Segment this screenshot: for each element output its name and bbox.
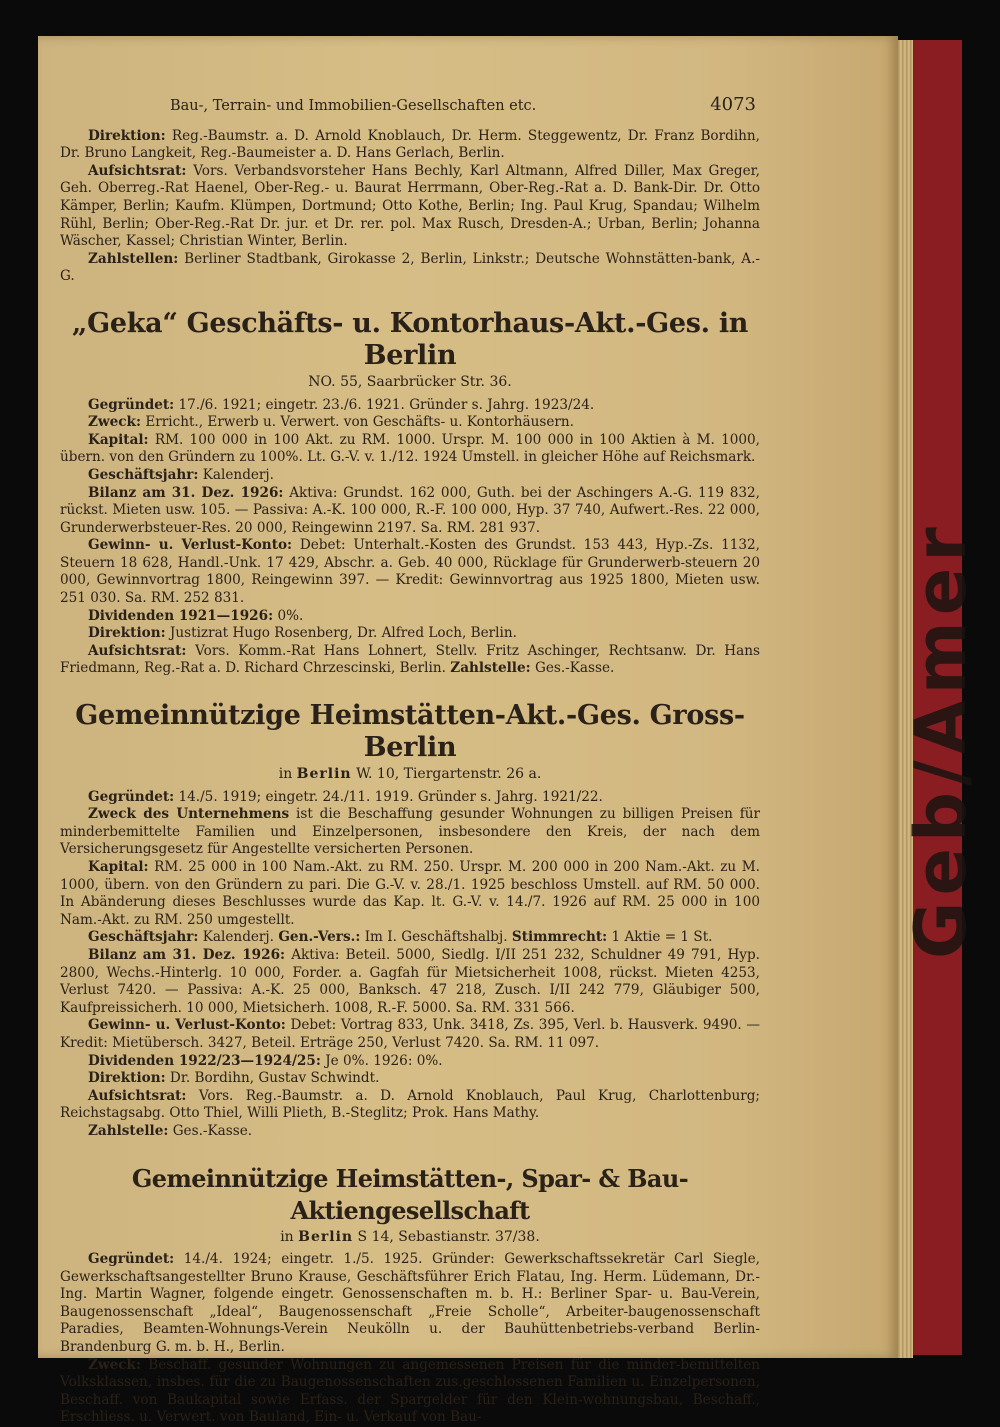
zahlstellen-label: Zahlstellen: [88,250,179,267]
direktion-label: Direktion: [88,625,166,642]
zahlstellen-entry [60,251,760,286]
heim1-kapital [60,859,760,929]
heim1-geschaeftsjahr [60,929,760,947]
address-prefix: in [280,1228,294,1245]
dividenden-text: Je 0%. 1926: 0%. [325,1052,443,1069]
heim1-aufsichtsrat [60,1088,760,1123]
zweck-text: ist die Beschaffung gesunder Wohnungen zu billigen Preisen für minderbemittelte Familien und Einzelpersonen, insbesondere den Kreis, der nach dem Versicherungsgesetz für Angestellte versicherten Personen. [60,806,760,858]
heim1-guv [60,1017,760,1052]
aufsichtsrat-entry [60,163,760,251]
geka-geschaeftsjahr [60,467,760,485]
geschaeftsjahr-label: Geschäftsjahr: [88,929,199,946]
geka-dividenden [60,608,760,626]
heim2-zweck [60,1357,760,1427]
gegruendet-label: Gegründet: [88,788,175,805]
geka-bilanz [60,485,760,538]
direktion-entry [60,128,760,163]
bilanz-text: Aktiva: Grundst. 162 000, Guth. bei der Aschingers A.-G. 119 832, rückst. Mieten usw. 105. — Passiva: A.-K. 100 000, R.-F. 100 000, Hyp. 37 740, Aufwert.-Res. 22 000, Grunderwerbsteuer-Res. 20 000, Reingewinn 2197. Sa. RM. 281 937. [60,484,760,536]
geka-gegruendet [60,397,760,415]
aufsichtsrat-label: Aufsichtsrat: [88,162,187,179]
zweck-text: Beschaff. gesunder Wohnungen zu angemessenen Preisen für die minder-bemittelten Volksklassen, insbes. für die zu Baugenossenschaften zus.geschlossenen Familien u. Einzelpersonen, Beschaff. von Baukapital sowie Erfass. der Spargelder für den Klein-wohnungsbau, Beschaff., Erschliess. u. Verwert. von Bauland, Ein- u. Verkauf von Bau- [60,1356,760,1426]
aufsichtsrat-label: Aufsichtsrat: [88,642,187,659]
dividenden-label: Dividenden 1921—1926: [88,607,274,624]
direktion-text: Justizrat Hugo Rosenberg, Dr. Alfred Loch, Berlin. [169,625,517,642]
guv-label: Gewinn- u. Verlust-Konto: [88,1017,286,1034]
page-number: 4073 [710,94,756,115]
kapital-text: RM. 25 000 in 100 Nam.-Akt. zu RM. 250. Urspr. M. 200 000 in 200 Nam.-Akt. zu M. 1000, übern. von den Gründern zu pari. Die G.-V. v. 28./1. 1925 beschloss Umstell. auf RM. 50 000. In Abänderung dieses Beschlusses wurde das Kap. lt. G.-V. v. 14./7. 1926 auf RM. 25 000 in 100 Nam.-Akt. zu RM. 250 umgestellt. [60,859,761,928]
heim1-bilanz [60,947,760,1017]
geka-zweck [60,414,760,432]
heim1-gegruendet [60,789,760,807]
heim2-gegruendet [60,1251,760,1357]
zweck-label: Zweck: [88,1356,141,1373]
page-content [60,96,760,1427]
gen-vers-text: Im I. Geschäftshalbj. [364,929,508,946]
direktion-text: Reg.-Baumstr. a. D. Arnold Knoblauch, Dr. Herm. Steggewentz, Dr. Franz Bordihn, Dr. Bruno Langkeit, Reg.-Baumeister a. D. Hans Gerlach, Berlin. [60,127,760,162]
bilanz-label: Bilanz am 31. Dez. 1926: [88,484,284,501]
direktion-text: Dr. Bordihn, Gustav Schwindt. [169,1070,380,1087]
gegruendet-text: 14./5. 1919; eingetr. 24./11. 1919. Gründer s. Jahrg. 1921/22. [178,788,603,805]
geka-kapital [60,432,760,467]
guv-label: Gewinn- u. Verlust-Konto: [88,537,293,554]
zahlstelle-label: Zahlstelle: [88,1122,169,1139]
stimmrecht-label: Stimmrecht: [511,929,608,946]
gegruendet-label: Gegründet: [88,1251,175,1268]
guv-text: Debet: Vortrag 833, Unk. 3418, Zs. 395, Verl. b. Hausverk. 9490. — Kredit: Mietübersch. 3427, Beteil. Erträge 250, Verlust 7420. Sa. RM. 11 097. [60,1017,760,1051]
guv-text: Debet: Unterhalt.-Kosten des Grundst. 153 443, Hyp.-Zs. 1132, Steuern 18 628, Handl.-Unk. 17 429, Abschr. a. Geb. 40 000, Rücklage für Grunderwerb-steuern 20 000, Gewinnvortrag 1800, Reingewinn 397. — Kredit: Gewinnvortrag aus 1925 1800, Mieten usw. 251 030. Sa. RM. 252 831. [60,537,760,607]
gegruendet-label: Gegründet: [88,396,175,413]
heim1-direktion [60,1070,760,1088]
kapital-label: Kapital: [88,859,149,875]
direktion-label: Direktion: [88,127,166,144]
aufsichtsrat-label: Aufsichtsrat: [88,1087,187,1104]
zweck-label: Zweck: [88,414,141,431]
direktion-label: Direktion: [88,1070,166,1087]
address-street: W. 10, Tiergartenstr. 26 a. [356,766,542,783]
address-prefix: in [278,766,293,783]
company-address-geka: NO. 55, Saarbrücker Str. 36. [308,373,512,390]
kapital-label: Kapital: [88,431,149,448]
gegruendet-text: 14./4. 1924; eingetr. 1./5. 1925. Gründer: Gewerkschaftssekretär Carl Siegle, Gewerkschaftsangestellter Bruno Krause, Geschäftsführer Erich Flatau, Ing. Herm. Lüdemann, Dr.-Ing. Martin Wagner, folgende eingetr. Genossenschaften m. b. H.: Berliner Spar- u. Bau-Verein, Baugenossenschaft „Ideal“, Baugenossenschaft „Freie Scholle“, Arbeiter-baugenossenschaft Paradies, Beamten-Wohnungs-Verein Neukölln u. der Bauhüttenbetriebs-verband Berlin-Brandenburg G. m. b. H., Berlin. [60,1251,760,1356]
aufsichtsrat-text: Vors. Komm.-Rat Hans Lohnert, Stellv. Fritz Aschinger, Rechtsanw. Dr. Hans Friedmann, Reg.-Rat a. D. Richard Chrzescinski, Berlin. [60,642,760,677]
dividenden-label: Dividenden 1922/23—1924/25: [88,1052,321,1069]
running-title: Bau-, Terrain- und Immobilien-Gesellschaften etc. [170,98,537,114]
aufsichtsrat-text: Vors. Verbandsvorsteher Hans Bechly, Karl Altmann, Alfred Diller, Max Greger, Geh. Oberreg.-Rat Haenel, Ober-Reg.- u. Baurat Herrmann, Ober-Reg.-Rat a. D. Bank-Dir. Dr. Otto Kämper, Berlin; Kaufm. Klümpen, Dortmund; Otto Kothe, Berlin; Ing. Paul Krug, Spandau; Wilhelm Rühl, Berlin; Ober-Reg.-Rat Dr. jur. et Dr. rer. pol. Max Rusch, Dresden-A.; Urban, Berlin; Johanna Wäscher, Kassel; Christian Winter, Berlin. [60,162,761,250]
zahlstelle-text: Ges.-Kasse. [534,660,615,677]
zahlstelle-label: Zahlstelle: [450,660,531,677]
zweck-text: Erricht., Erwerb u. Verwert. von Geschäfts- u. Kontorhäusern. [145,414,574,431]
geschaeftsjahr-text: Kalenderj. [202,929,274,946]
company-title-heimstaetten-gross-berlin: Gemeinnützige Heimstätten-Akt.-Ges. Gross-Berlin [75,700,745,764]
geka-guv [60,537,760,607]
zweck-label: Zweck des Unternehmens [88,806,290,823]
company-title-heimstaetten-spar-bau: Gemeinnützige Heimstätten-, Spar- & Bau-Aktiengesellschaft [131,1163,689,1225]
company-address-heimstaetten-gross-berlin [60,766,760,784]
heim1-zweck [60,806,760,859]
aufsichtsrat-text: Vors. Reg.-Baumstr. a. D. Arnold Knoblauch, Paul Krug, Charlottenburg; Reichstagsabg. Otto Thiel, Willi Plieth, B.-Steglitz; Prok. Hans Mathy. [60,1087,760,1122]
bilanz-label: Bilanz am 31. Dez. 1926: [88,946,286,963]
company-address-heimstaetten-spar-bau [60,1229,760,1247]
heim1-dividenden [60,1053,760,1071]
gegruendet-text: 17./6. 1921; eingetr. 23./6. 1921. Gründer s. Jahrg. 1923/24. [178,396,595,413]
dividenden-text: 0%. [277,607,304,624]
stimmrecht-text: 1 Aktie = 1 St. [611,929,713,946]
geschaeftsjahr-text: Kalenderj. [202,466,274,483]
address-city: Berlin [298,1228,354,1245]
zahlstellen-text: Berliner Stadtbank, Girokasse 2, Berlin, Linkstr.; Deutsche Wohnstätten-bank, A.-G. [60,250,760,285]
address-street: S 14, Sebastianstr. 37/38. [357,1228,540,1245]
heim1-zahlstelle [60,1123,760,1141]
bilanz-text: Aktiva: Beteil. 5000, Siedlg. I/II 251 232, Schuldner 49 791, Hyp. 2800, Wechs.-Hinterlg. 10 000, Forder. a. Gagfah für Mietsicherheit 1008, rückst. Mieten 4253, Verlust 7420. — Passiva: A.-K. 25 000, Banksch. 47 218, Zusch. I/II 242 779, Gläubiger 500, Kaufpreissicherh. 10 000, Mietsicherh. 1008, R.-F. 5000. Sa. RM. 331 566. [60,946,760,1016]
company-title-geka: „Geka“ Geschäfts- u. Kontorhaus-Akt.-Ges. in Berlin [71,307,749,371]
address-city: Berlin [296,766,352,783]
kapital-text: RM. 100 000 in 100 Akt. zu RM. 1000. Urspr. M. 100 000 in 100 Aktien à M. 1000, übern. von den Gründern zu 100%. Lt. G.-V. v. 1./12. 1924 Umstell. in gleicher Höhe auf Reichsmark. [60,431,761,466]
running-header [170,96,760,116]
geschaeftsjahr-label: Geschäftsjahr: [88,466,199,483]
geka-aufsichtsrat [60,643,760,678]
spine-label: Geb/Amer [900,521,982,959]
zahlstelle-text: Ges.-Kasse. [172,1122,253,1139]
gen-vers-label: Gen.-Vers.: [278,929,361,946]
geka-direktion [60,625,760,643]
